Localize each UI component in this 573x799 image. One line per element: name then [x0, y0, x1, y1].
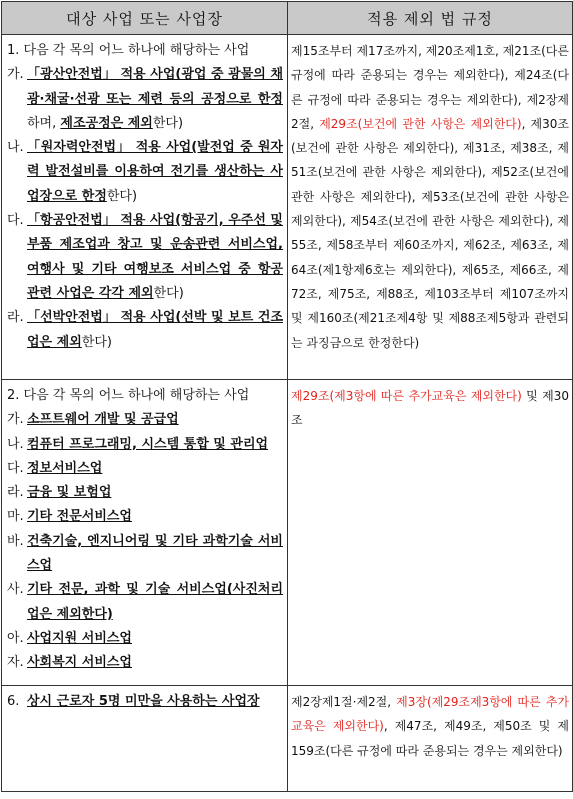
item-marker: 나. [7, 436, 24, 452]
item-marker: 가. [7, 67, 24, 83]
provisions-highlight: 제3장(제29조제3항에 따른 추가교육은 제외한다) [291, 695, 569, 734]
table-row [2, 686, 573, 792]
row2-provisions-cell [288, 380, 573, 686]
header-row [2, 2, 573, 35]
list-item [7, 408, 283, 432]
item-marker: 라. [7, 310, 24, 326]
provisions-text: 제15조부터 제17조까지, 제20조제1호, 제21조(다른 규정에 따라 준용되는 경우는 제외한다), 제24조(다른 규정에 따라 준용되는 경우는 제외한다), 제2장제2절, [291, 44, 569, 131]
list-item [7, 578, 283, 627]
item-marker: 나. [7, 140, 24, 156]
row1-title: 1. 다음 각 목의 어느 하나에 해당하는 사업 [7, 43, 250, 58]
row1-business-cell [2, 35, 288, 380]
list-item [7, 690, 283, 714]
plain-text: 한다) [152, 115, 184, 131]
table-row [2, 380, 573, 686]
aviation-act-text: 「항공안전법」 적용 사업(항공기, 우주선 및 부품 제조업과 창고 및 운송관련 서비스업, 여행사 및 기타 여행보조 서비스업 중 항공 관련 사업은 각각 제외 [27, 213, 283, 301]
list-item [7, 627, 283, 651]
row3-provisions-cell [288, 686, 573, 792]
plain-text: 하며, [27, 115, 61, 131]
provisions-text: , 제30조(보건에 관한 사항은 제외한다), 제31조, 제38조, 제51조(보건에 관한 사항은 제외한다), 제52조(보건에 관한 사항은 제외한다), 제53조(보건에 관한 사항은 제외한다), 제54조(보건에 관한 사항은 제외한다), 제55조, 제58조부터 제60조까지, 제62조, 제63조, 제64조(제1항제6호는 제외한다), 제65조, 제66조, 제72조, 제75조, 제88조, 제103조부터 제107조까지 및 제160조(제21조제4항 및 제88조제5항과 관련되는 과징금으로 한정한다) [291, 116, 569, 350]
row1-item-na [7, 136, 283, 209]
header-target-business: 대상 사업 또는 사업장 [2, 2, 288, 35]
list-item [7, 651, 283, 675]
list-item [7, 433, 283, 457]
item-text: 상시 근로자 5명 미만을 사용하는 사업장 [27, 694, 260, 709]
provisions-text: , 제47조, 제49조, 제50조 및 제159조(다른 규정에 따라 준용되는 경우는 제외한다) [291, 719, 569, 758]
item-marker: 사. [7, 582, 24, 598]
row1-item-ra [7, 306, 283, 355]
manufacturing-exclusion-text: 제조공정은 제외 [60, 115, 153, 131]
item-text: 사회복지 서비스업 [27, 655, 132, 671]
item-text [27, 136, 283, 209]
item-marker: 다. [7, 213, 24, 229]
item-marker: 아. [7, 630, 24, 646]
provisions-text: 제2장제1절·제2절, [291, 695, 397, 709]
item-text: 소프트웨어 개발 및 공급업 [27, 412, 179, 428]
item-marker: 라. [7, 485, 24, 501]
item-marker: 자. [7, 655, 24, 671]
row2-business-cell [2, 380, 288, 686]
plain-text: 한다) [153, 285, 184, 301]
shipbuilding-exclusion-text: 선박 및 보트 건조업은 제외 [27, 310, 283, 350]
item-text: 기타 전문, 과학 및 기술 서비스업(사진처리업은 제외한다) [27, 582, 283, 622]
ship-act-text: 「선박안전법」 적용 사업( [27, 310, 182, 326]
mining-act-text: 「광산안전법」 적용 사업(광업 중 광물의 채광·채굴·선광 또는 제련 등의 공정으로 한정 [27, 67, 283, 107]
table-row [2, 35, 573, 380]
provisions-highlight: 제29조(보건에 관한 사항은 제외한다) [319, 116, 522, 131]
item-marker: 마. [7, 509, 24, 525]
item-marker: 다. [7, 460, 24, 476]
plain-text: 한다) [106, 188, 138, 204]
item-text: 금융 및 보험업 [27, 485, 112, 501]
row3-business-cell [2, 686, 288, 792]
list-item [7, 457, 283, 481]
item-text: 기타 전문서비스업 [27, 509, 132, 525]
list-item [7, 481, 283, 505]
provisions-highlight: 제29조(제3항에 따른 추가교육은 제외한다) [291, 389, 522, 403]
row1-item-da [7, 209, 283, 306]
plain-text: 한다) [81, 334, 112, 350]
provisions-text: 및 제30조 [291, 389, 569, 428]
item-marker: 바. [7, 533, 24, 549]
item-text [27, 306, 283, 355]
item-text: 컴퓨터 프로그래밍, 시스템 통합 및 관리업 [27, 436, 269, 452]
item-text: 사업지원 서비스업 [27, 630, 132, 646]
header-excluded-provisions: 적용 제외 법 규정 [288, 2, 573, 35]
row1-item-ga [7, 63, 283, 136]
item-marker: 6. [7, 694, 20, 709]
list-item [7, 530, 283, 579]
nuclear-act-text: 「원자력안전법」 적용 사업(발전업 중 원자력 발전설비를 이용하여 전기를 생산하는 사업장으로 한정 [27, 140, 283, 204]
item-marker: 가. [7, 412, 24, 428]
row1-provisions-cell [288, 35, 573, 380]
list-item [7, 505, 283, 529]
item-text [27, 209, 283, 306]
item-text [27, 63, 283, 136]
row2-title: 2. 다음 각 목의 어느 하나에 해당하는 사업 [7, 388, 250, 403]
law-exemption-table [1, 1, 573, 792]
item-text: 정보서비스업 [27, 460, 103, 476]
item-text: 건축기술, 엔지니어링 및 기타 과학기술 서비스업 [27, 533, 283, 574]
